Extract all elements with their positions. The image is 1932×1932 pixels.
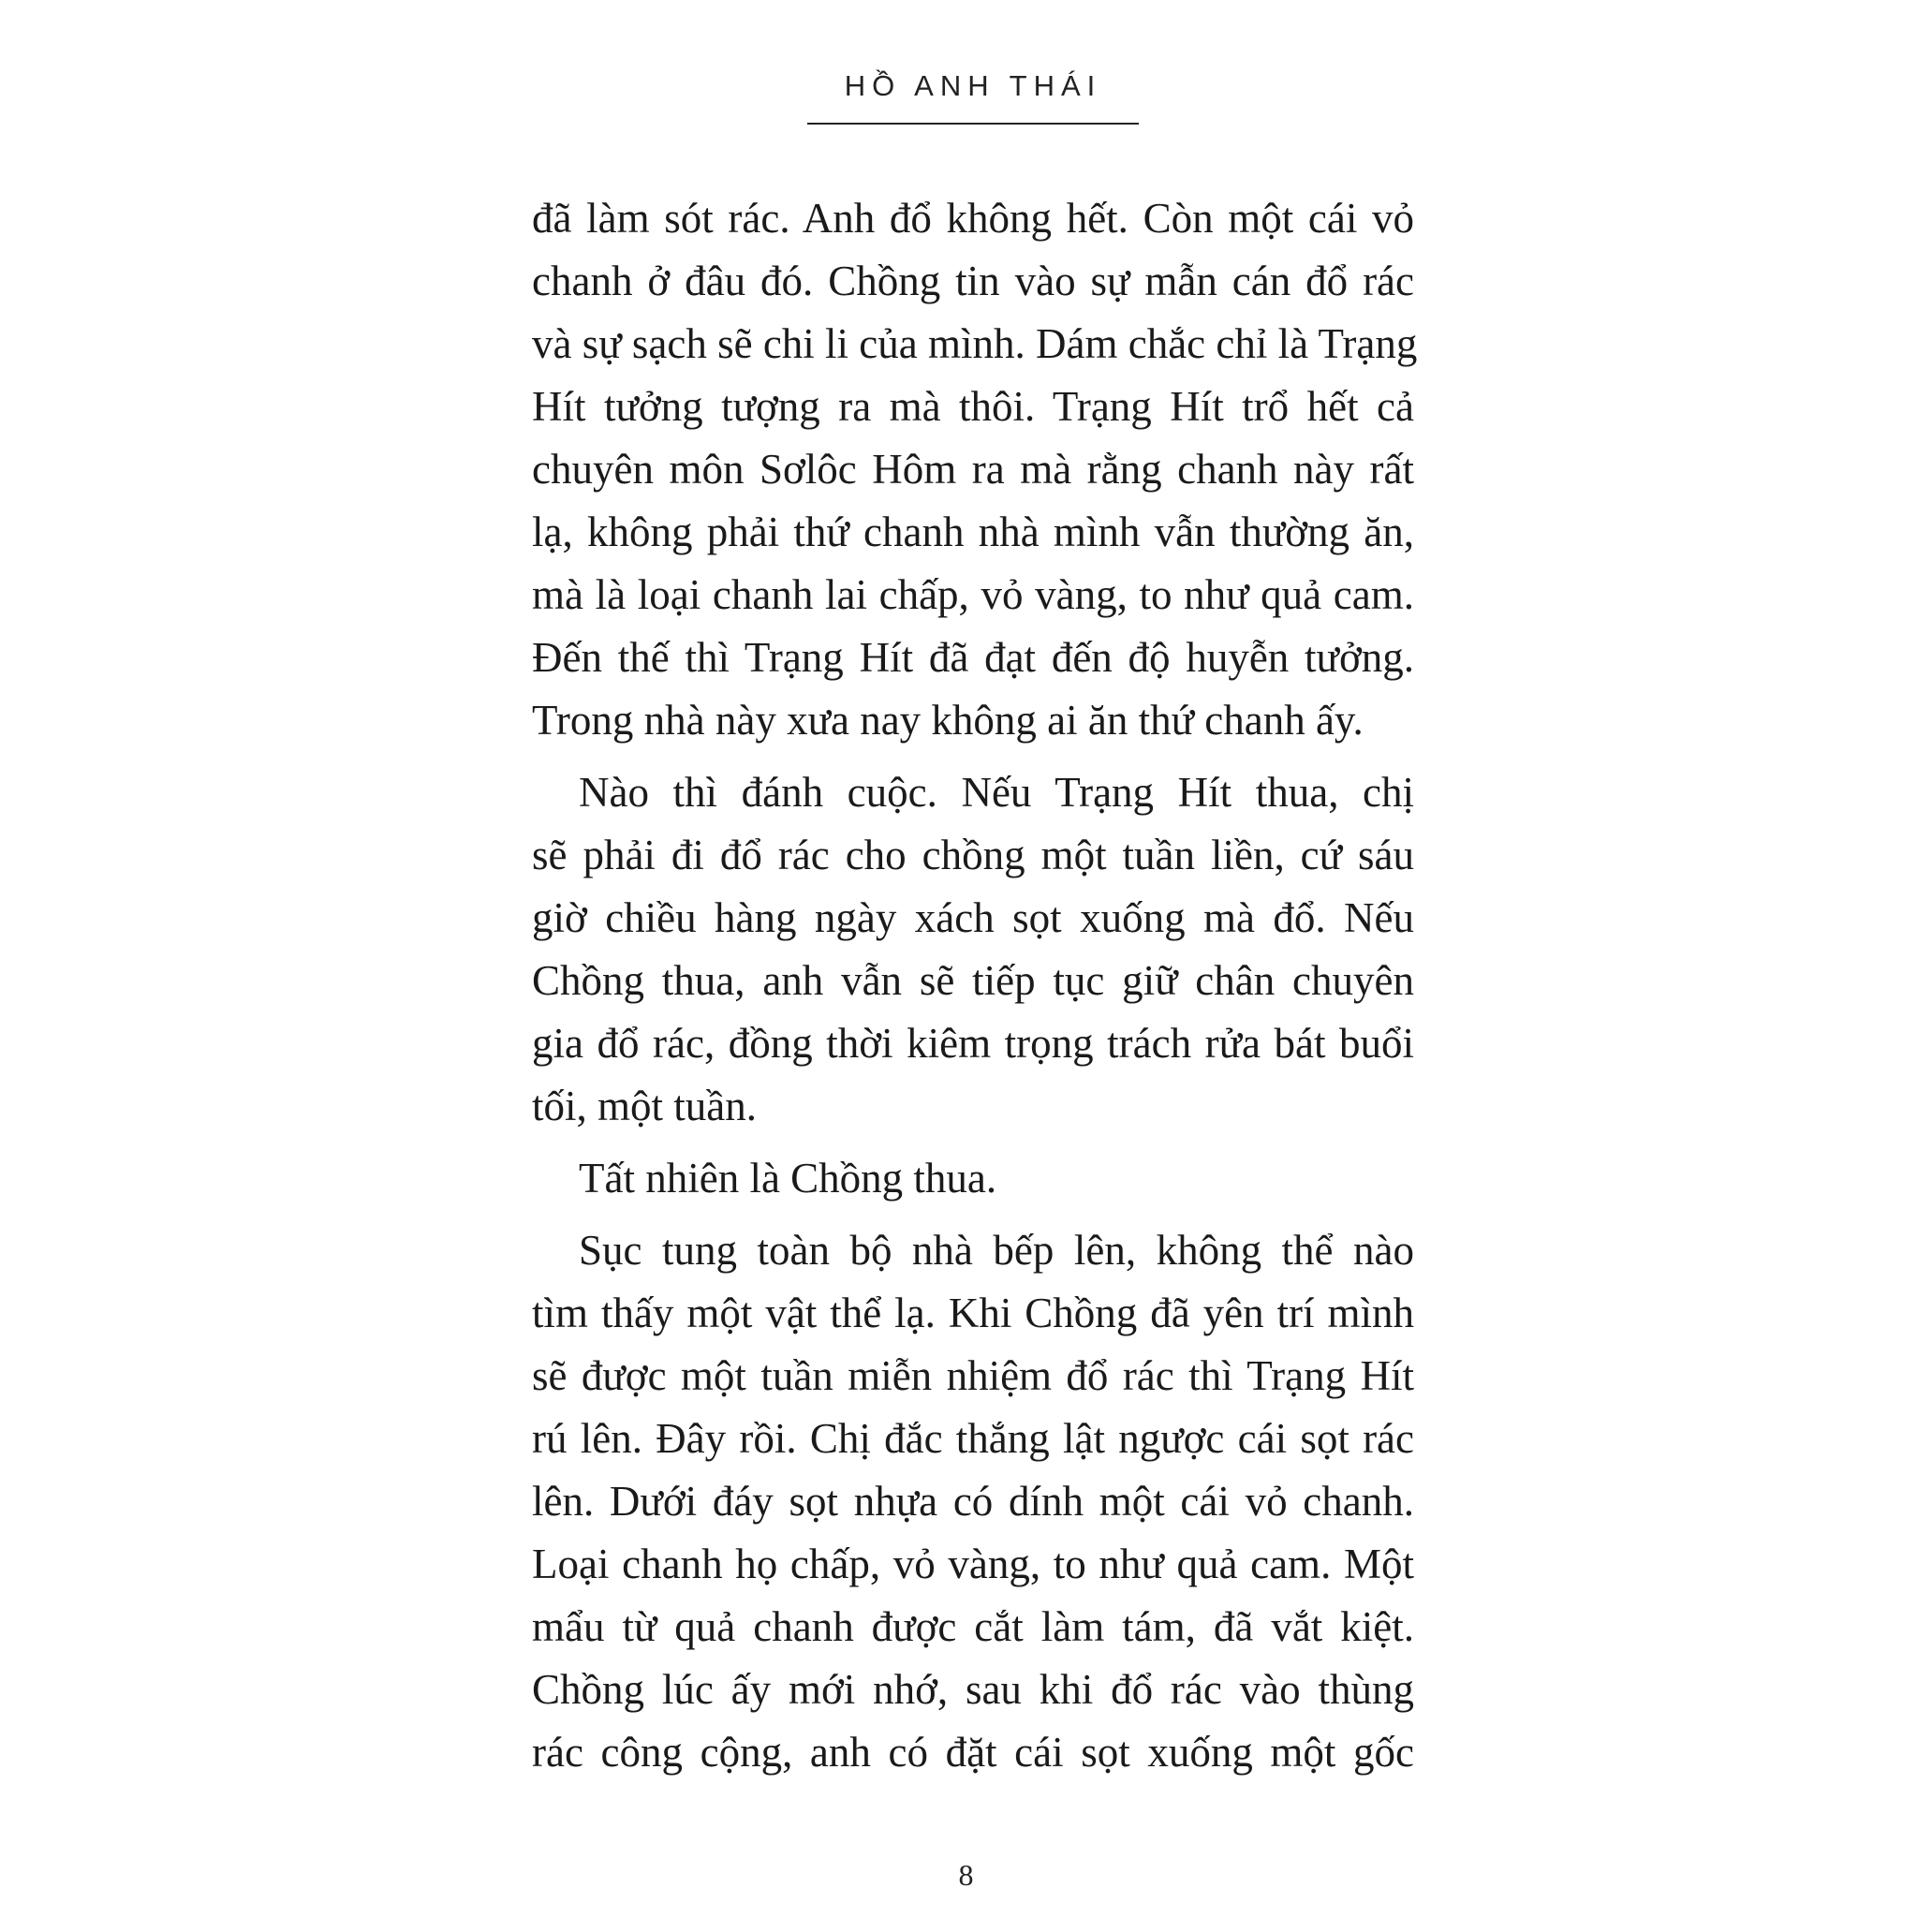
text-line: Đến thế thì Trạng Hít đã đạt đến độ huyễn tưởng. [532,634,1414,681]
text-line: tối, một tuần. [532,1083,757,1129]
text-line: Sục tung toàn bộ nhà bếp lên, không thể nào [579,1227,1414,1274]
text-line: Trong nhà này xưa nay không ai ăn thứ chanh ấy. [532,697,1364,744]
text-line: chuyên môn Sơlôc Hôm ra mà rằng chanh này rất [532,446,1414,493]
text-line: Tất nhiên là Chồng thua. [579,1155,997,1202]
text-line: mà là loại chanh lai chấp, vỏ vàng, to như quả cam. [532,571,1414,618]
running-header-author: HỒ ANH THÁI [844,69,1102,102]
text-line: rác công cộng, anh có đặt cái sọt xuống một gốc [532,1729,1414,1776]
text-line: mẩu từ quả chanh được cắt làm tám, đã vắt kiệt. [532,1603,1414,1650]
text-line: Chồng thua, anh vẫn sẽ tiếp tục giữ chân chuyên [532,957,1414,1004]
text-line: Hít tưởng tượng ra mà thôi. Trạng Hít trổ hết cả [532,383,1414,430]
text-line: lạ, không phải thứ chanh nhà mình vẫn thường ăn, [532,509,1414,555]
text-line: lên. Dưới đáy sọt nhựa có dính một cái vỏ chanh. [532,1478,1414,1525]
page-body-text [532,187,1418,1793]
paragraph [532,1219,1414,1784]
paragraph [532,761,1414,1138]
text-line: Loại chanh họ chấp, vỏ vàng, to như quả cam. Một [532,1541,1414,1587]
text-line: sẽ được một tuần miễn nhiệm đổ rác thì Trạng Hít [532,1352,1414,1399]
page-number: 8 [958,1858,974,1892]
text-line: gia đổ rác, đồng thời kiêm trọng trách rửa bát buổi [532,1020,1414,1067]
text-line: giờ chiều hàng ngày xách sọt xuống mà đổ. Nếu [532,894,1414,941]
text-line: Nào thì đánh cuộc. Nếu Trạng Hít thua, chị [579,769,1414,816]
text-line: rú lên. Đây rồi. Chị đắc thắng lật ngược cái sọt rác [532,1415,1414,1462]
text-line: Chồng lúc ấy mới nhớ, sau khi đổ rác vào thùng [532,1666,1414,1713]
text-line: đã làm sót rác. Anh đổ không hết. Còn một cái vỏ [532,195,1414,242]
header-rule [807,123,1139,125]
paragraph [532,1147,1414,1210]
text-line: sẽ phải đi đổ rác cho chồng một tuần liền, cứ sáu [532,832,1414,878]
text-line: và sự sạch sẽ chi li của mình. Dám chắc chỉ là Trạng [532,320,1418,367]
paragraph [532,187,1418,752]
text-line: chanh ở đâu đó. Chồng tin vào sự mẫn cán đổ rác [532,258,1414,304]
text-line: tìm thấy một vật thể lạ. Khi Chồng đã yên trí mình [532,1290,1414,1336]
